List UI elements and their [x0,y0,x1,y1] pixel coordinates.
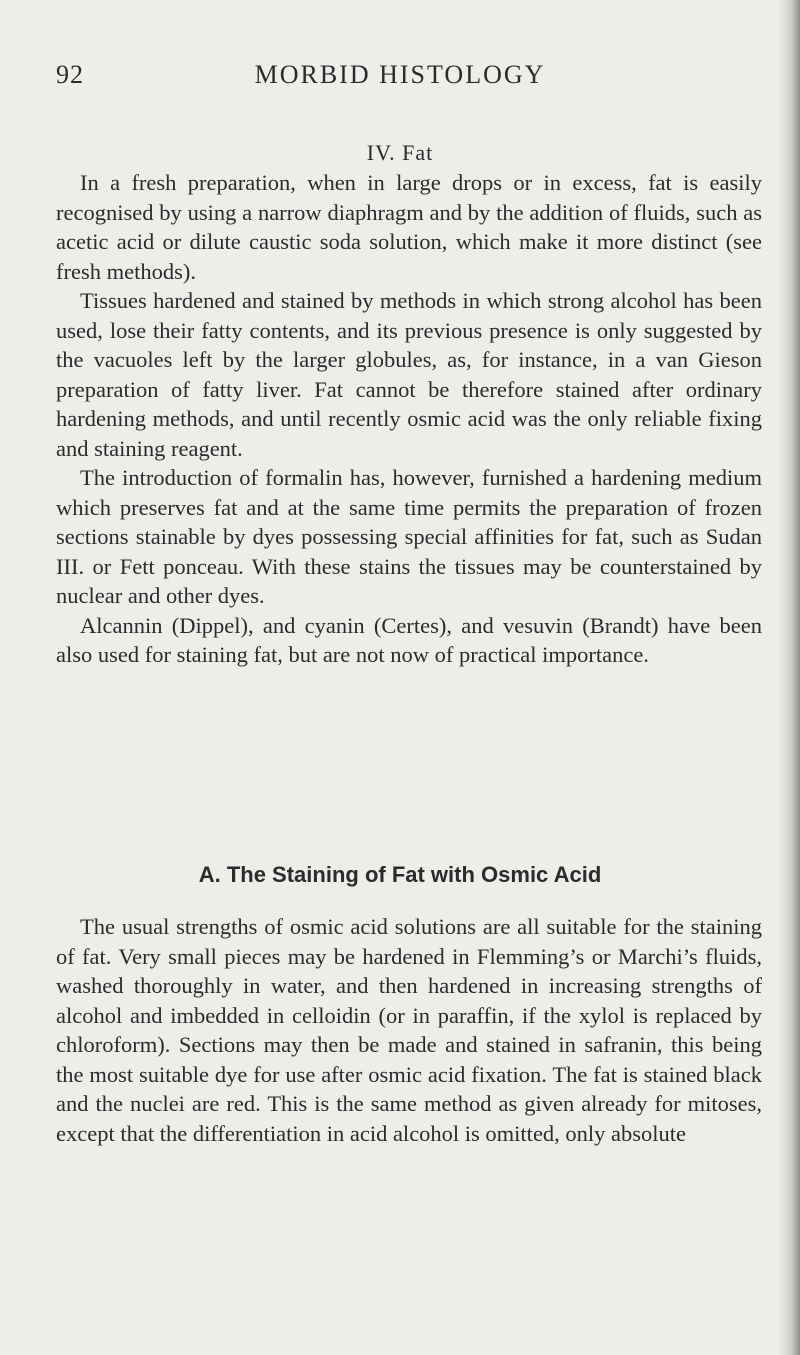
running-title: MORBID HISTOLOGY [254,60,546,89]
paragraph: In a fresh preparation, when in large drops or in excess, fat is easily recognised by using a narrow diaphragm and by the addition of fluids, such as acetic acid or dilute caustic soda solution, which make it more distinct (see fresh methods). [56,170,762,284]
subsection-title: A. The Staining of Fat with Osmic Acid [198,862,602,887]
paragraph: The usual strengths of osmic acid solutions are all suitable for the staining of fat. Very small pieces may be hardened in Flemming’s or Marchi’s fluids, washed thoroughly in water, and then hardened in increasing strengths of alcohol and imbedded in celloidin (or in paraffin, if the xylol is replaced by chloroform). Sections may then be made and stained in safranin, this being the most suitable dye for use after osmic acid fixation. The fat is stained black and the nuclei are red. This is the same method as given already for mitoses, except that the differentiation in acid alcohol is omitted, only absolute [56,914,762,1146]
paragraph: Alcannin (Dippel), and cyanin (Certes), and vesuvin (Brandt) have been also used for staining fat, but are not now of practical importance. [56,612,762,667]
paragraph: The introduction of formalin has, however, furnished a hardening medium which preserves fat and at the same time permits the preparation of frozen sections stainable by dyes possessing special affinities for fat, such as Sudan III. or Fett ponceau. With these stains the tissues may be counterstained by nuclear and other dyes. [56,465,762,608]
running-header [56,60,744,96]
section-body [56,168,762,670]
page-edge-shadow [778,0,800,1355]
paragraph: Tissues hardened and stained by methods in which strong alcohol has been used, lose their fatty contents, and its previous presence is only suggested by the vacuoles left by the larger globules, as, for instance, in a van Gieson preparation of fatty liver. Fat cannot be therefore stained after ordinary hardening methods, and until recently osmic acid was the only reliable fixing and staining reagent. [56,288,762,461]
page-number: 92 [56,60,84,89]
subsection-body [56,912,762,1148]
section-title: IV. Fat [366,140,434,165]
